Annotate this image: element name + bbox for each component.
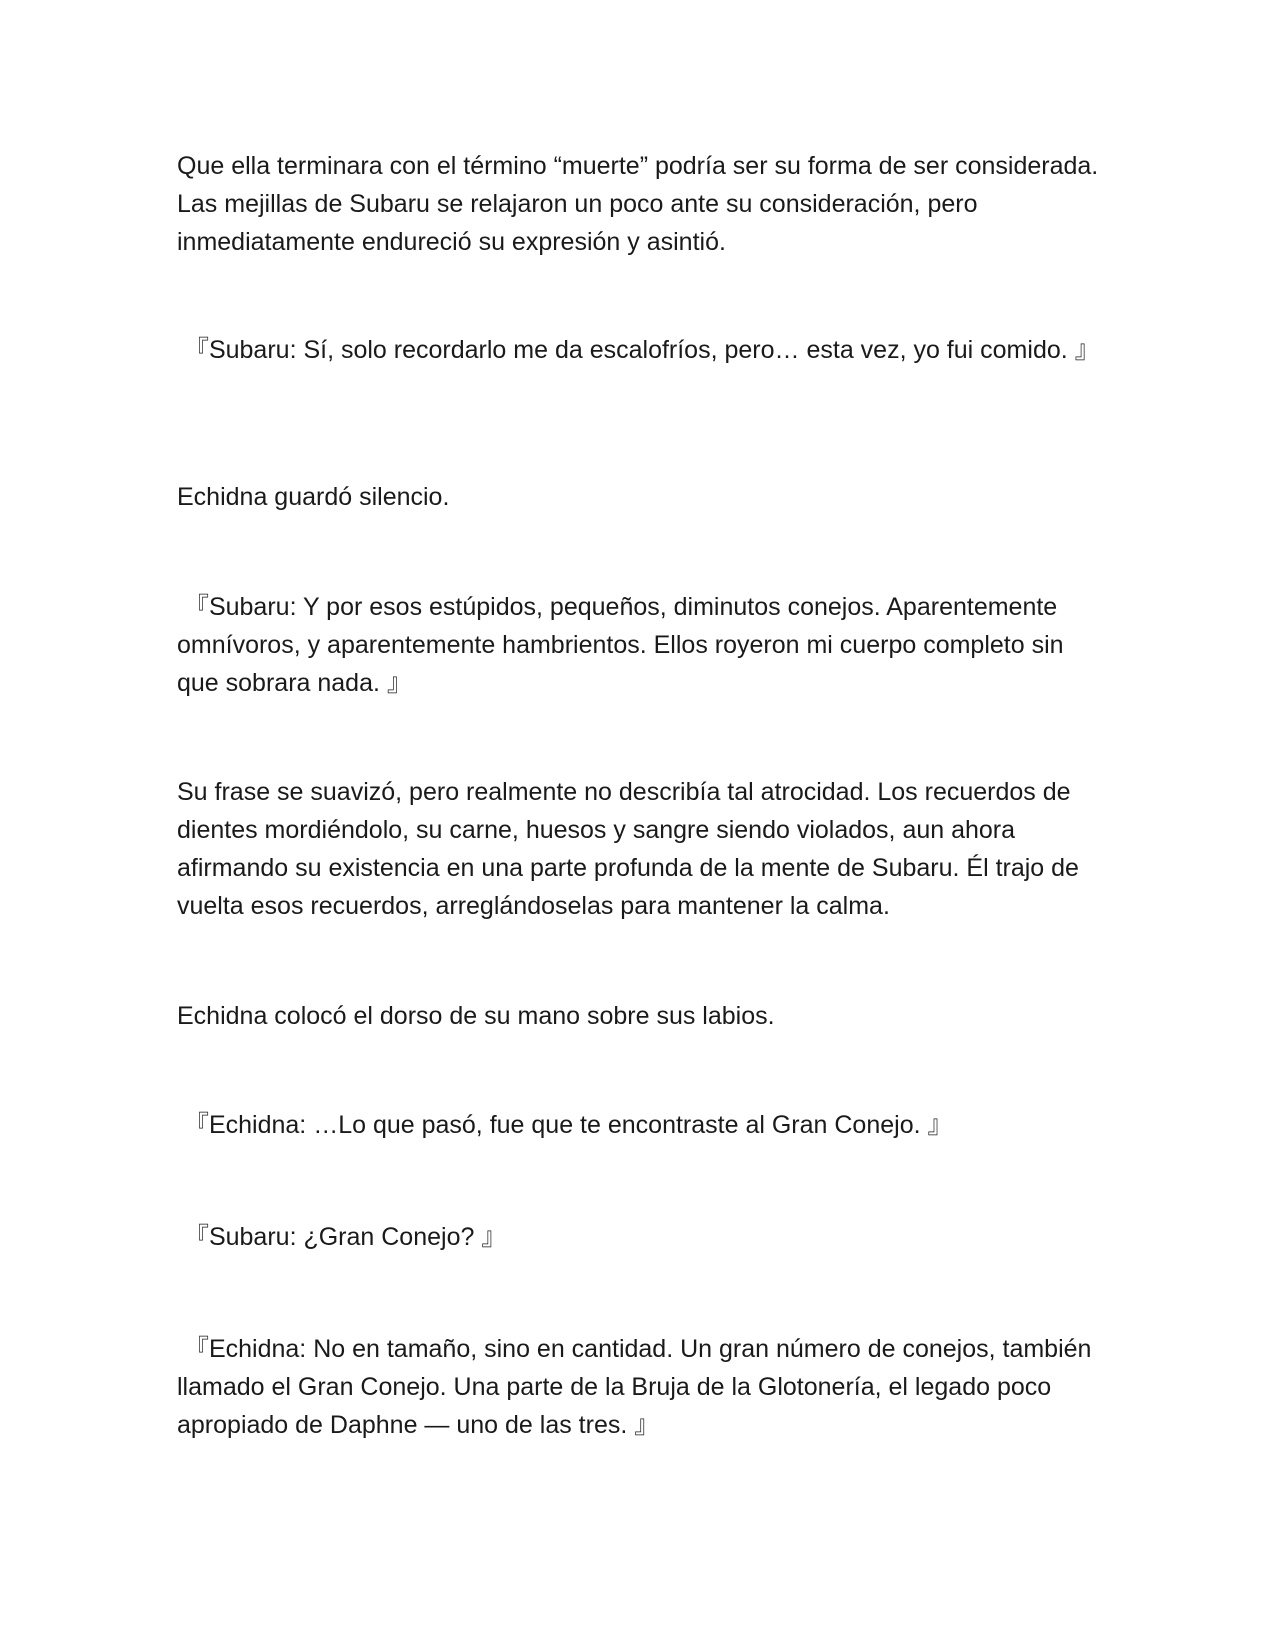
- dialogue-subaru-2: 『Subaru: Y por esos estúpidos, pequeños, diminutos conejos. Aparentemente omnívoros, y aparentemente hambrientos. Ellos royeron mi cuerpo completo sin que sobrara nada. 』: [177, 593, 1071, 697]
- paragraph-4: Echidna colocó el dorso de su mano sobre sus labios.: [177, 1002, 775, 1030]
- paragraph-1: Que ella terminara con el término “muerte” podría ser su forma de ser considerada. Las mejillas de Subaru se relajaron un poco ante su consideración, pero inmediatamente endureció su expresión y asintió.: [177, 152, 1106, 256]
- dialogue-echidna-1: 『Echidna: …Lo que pasó, fue que te encontraste al Gran Conejo. 』: [177, 1111, 953, 1139]
- dialogue-subaru-3: 『Subaru: ¿Gran Conejo? 』: [177, 1223, 507, 1251]
- paragraph-3: Su frase se suavizó, pero realmente no describía tal atrocidad. Los recuerdos de dientes mordiéndolo, su carne, huesos y sangre siendo violados, aun ahora afirmando su existencia en una parte profunda de la mente de Subaru. Él trajo de vuelta esos recuerdos, arreglándoselas para mantener la calma.: [177, 778, 1086, 920]
- dialogue-subaru-1: 『Subaru: Sí, solo recordarlo me da escalofríos, pero… esta vez, yo fui comido. 』: [177, 336, 1100, 364]
- dialogue-echidna-2: 『Echidna: No en tamaño, sino en cantidad. Un gran número de conejos, también llamado el Gran Conejo. Una parte de la Bruja de la Glotonería, el legado poco apropiado de Daphne — uno de las tres. 』: [177, 1335, 1099, 1439]
- paragraph-2: Echidna guardó silencio.: [177, 483, 450, 511]
